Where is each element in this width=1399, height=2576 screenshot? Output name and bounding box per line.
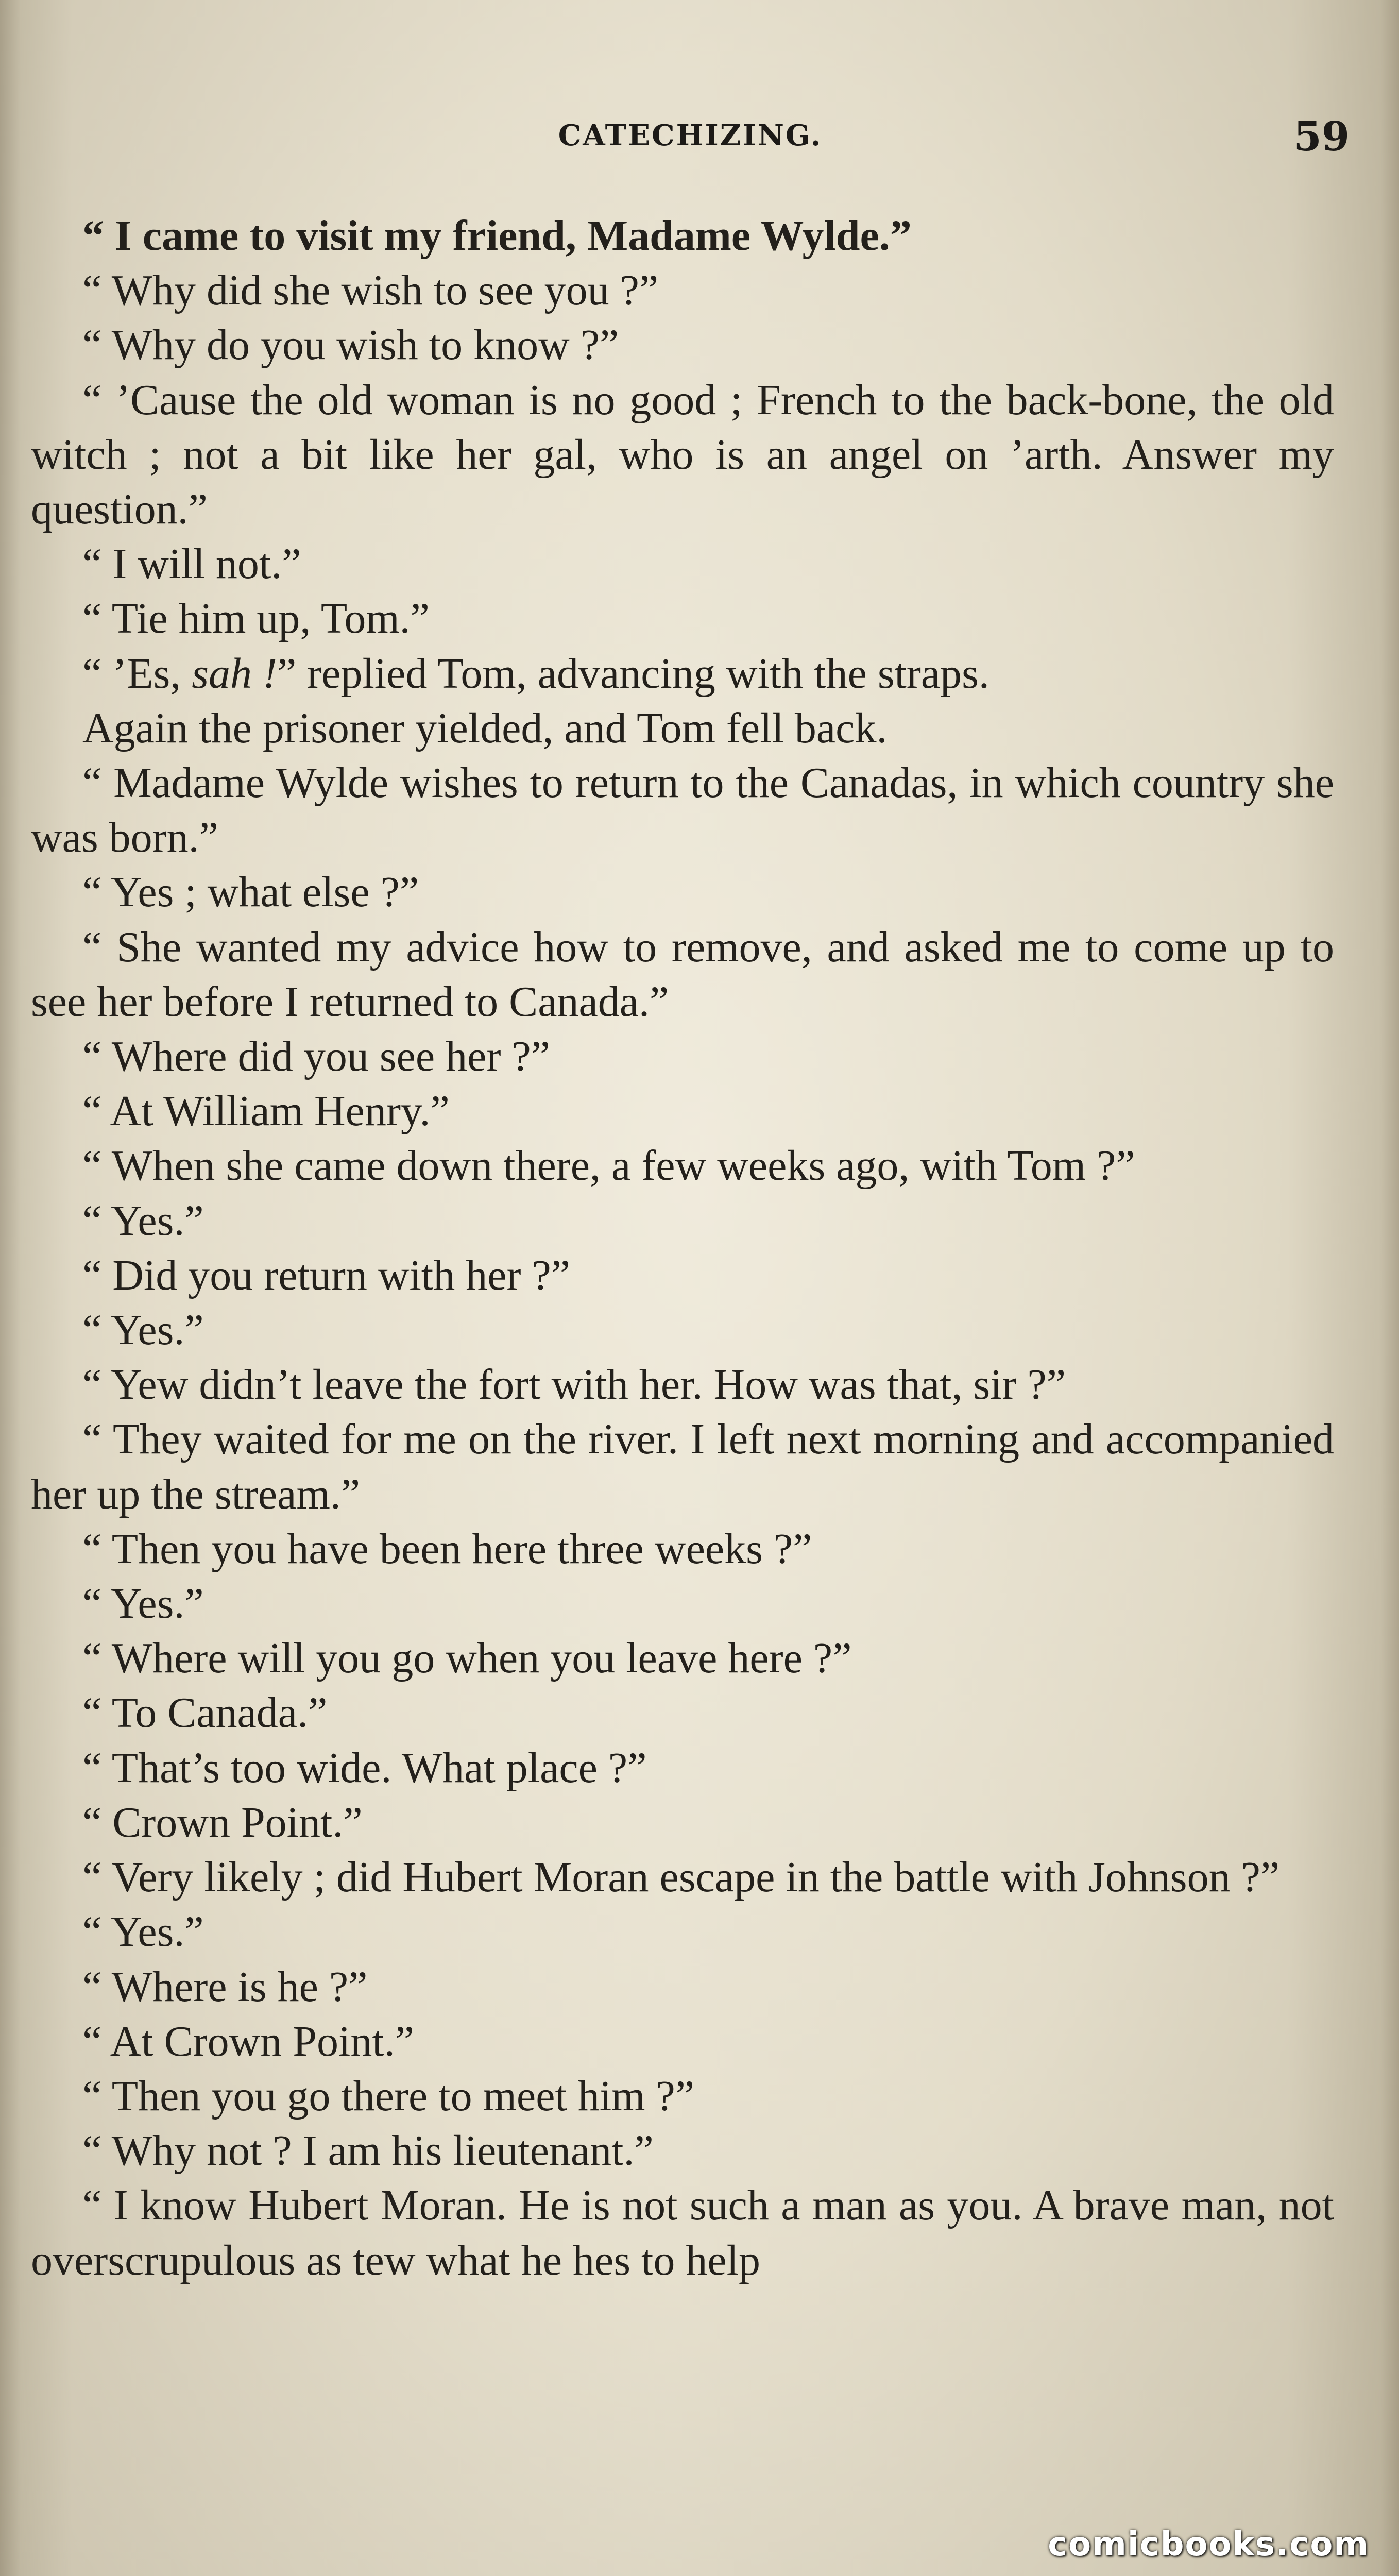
text-paragraph: “ Where is he ?” xyxy=(82,1962,368,2011)
running-head: CATECHIZING. xyxy=(558,118,823,152)
text-paragraph: “ Why did she wish to see you ?” xyxy=(82,266,659,315)
text-paragraph: “ Yew didn’t leave the fort with her. How was that, sir ?” xyxy=(82,1361,1066,1409)
text-paragraph: “ Where will you go when you leave here ?” xyxy=(82,1634,852,1683)
text-paragraph: “ At William Henry.” xyxy=(82,1087,450,1136)
page-header xyxy=(31,113,1350,175)
text-paragraph: “ She wanted my advice how to remove, and asked me to come up to see her before I returned to Canada.” xyxy=(31,923,1334,1026)
page-number: 59 xyxy=(1293,113,1350,160)
text-paragraph: “ I know Hubert Moran. He is not such a man as you. A brave man, not overscrupulous as tew what he hes to help xyxy=(31,2181,1334,2284)
text-paragraph: “ I will not.” xyxy=(82,540,301,588)
text-paragraph: “ Then you have been here three weeks ?” xyxy=(82,1524,812,1573)
text-paragraph: “ Then you go there to meet him ?” xyxy=(82,2072,695,2120)
text-paragraph xyxy=(31,647,1334,701)
text-paragraph: “ Very likely ; did Hubert Moran escape in the battle with Johnson ?” xyxy=(82,1853,1280,1902)
text-paragraph: “ I came to visit my friend, Madame Wylde.” xyxy=(82,212,912,260)
text-paragraph: “ Yes.” xyxy=(82,1306,204,1354)
text-paragraph: “ At Crown Point.” xyxy=(82,2017,414,2065)
text-paragraph: “ They waited for me on the river. I left next morning and accompanied her up the stream.” xyxy=(31,1415,1334,1518)
text-paragraph: “ Yes.” xyxy=(82,1196,204,1245)
text-paragraph: “ To Canada.” xyxy=(82,1689,328,1737)
text-paragraph: “ Why do you wish to know ?” xyxy=(82,321,619,369)
italic-text: sah ! xyxy=(192,649,277,698)
text-paragraph: Again the prisoner yielded, and Tom fell back. xyxy=(82,704,888,752)
text-paragraph: “ Yes ; what else ?” xyxy=(82,868,419,917)
text-paragraph: “ ’Cause the old woman is no good ; French to the back-bone, the old witch ; not a bit like her gal, who is an angel on ’arth. Answer my question.” xyxy=(31,376,1334,534)
text-paragraph: “ Why not ? I am his lieutenant.” xyxy=(82,2127,654,2175)
watermark: comicbooks.com xyxy=(1048,2526,1369,2564)
paragraph-text: “ ’Es, xyxy=(82,649,192,698)
text-paragraph: “ Madame Wylde wishes to return to the Canadas, in which country she was born.” xyxy=(31,759,1334,862)
text-paragraph: “ That’s too wide. What place ?” xyxy=(82,1743,647,1792)
paragraph-text: ” replied Tom, advancing with the straps. xyxy=(277,649,989,698)
text-body xyxy=(31,209,1334,2288)
text-paragraph: “ Where did you see her ?” xyxy=(82,1032,551,1081)
text-paragraph: “ Did you return with her ?” xyxy=(82,1251,571,1299)
text-paragraph: “ Yes.” xyxy=(82,1908,204,1956)
text-paragraph: “ Tie him up, Tom.” xyxy=(82,595,430,643)
text-paragraph: “ When she came down there, a few weeks ago, with Tom ?” xyxy=(82,1142,1135,1190)
text-paragraph: “ Yes.” xyxy=(82,1580,204,1628)
text-paragraph: “ Crown Point.” xyxy=(82,1798,363,1846)
